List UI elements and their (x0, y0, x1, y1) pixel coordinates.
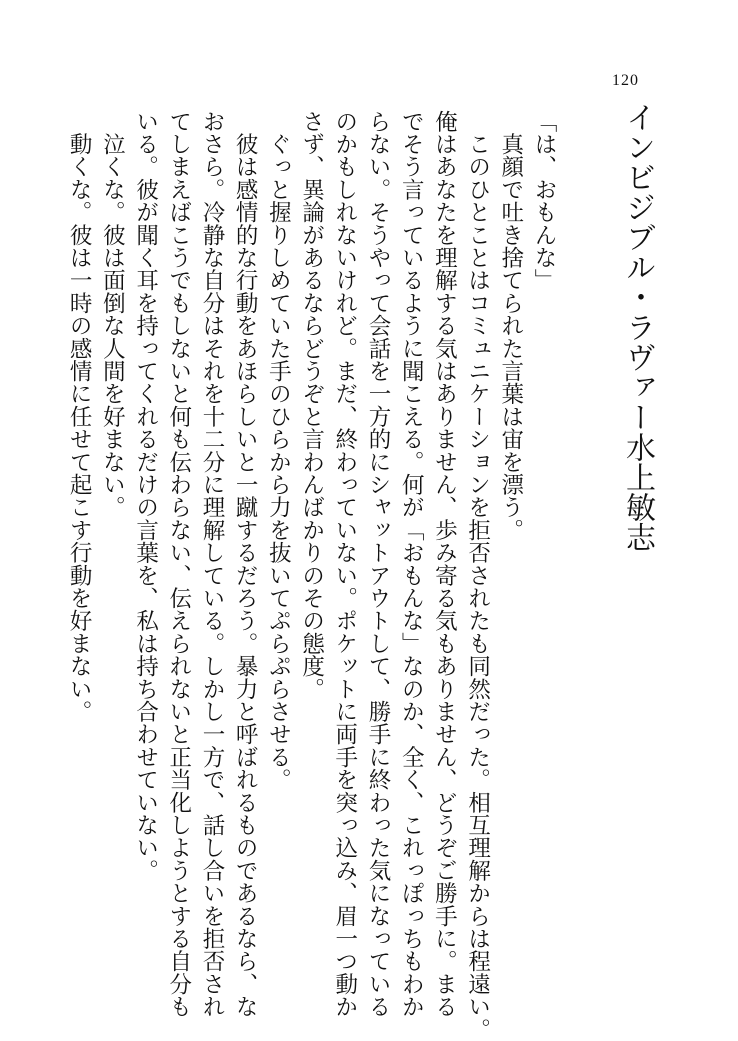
text-line: ぐっと握りしめていた手のひらから力を抜いてぷらぷらさせる。 (265, 110, 292, 791)
text-line: おさら。冷静な自分はそれを十二分に理解している。しかし一方で、話し合いを拒否され (198, 110, 225, 1018)
text-line: さず、異論があるならどうぞと言わんばかりのその態度。 (298, 110, 325, 701)
text-line: このひとことはコミュニケーションを拒否されたも同然だった。相互理解からは程遠い。 (464, 110, 491, 1041)
text-line: でそう言っているように聞こえる。何が「おもんな」なのか、全く、これっぽっちもわか (398, 110, 425, 1018)
text-line: のかもしれないけれど。まだ、終わっていない。ポケットに両手を突っ込み、眉一つ動か (331, 110, 358, 1019)
text-line: 彼は感情的な行動をあほらしいと一蹴するだろう。暴力と呼ばれるものであるなら、な (232, 110, 259, 1018)
text-line: 「は、おもんな」 (531, 110, 557, 292)
author-name: 水上敏志 (620, 432, 655, 552)
text-line: てしまえばこうでもしないと何も伝わらない、伝えられないと正当化しようとする自分も (165, 110, 192, 1018)
text-line: いる。彼が聞く耳を持ってくれるだけの言葉を、私は持ち合わせていない。 (132, 110, 159, 882)
text-line: 俺はあなたを理解する気はありません、歩み寄る気もありません、どうぞご勝手に。まる (431, 110, 458, 1018)
text-line: らない。そうやって会話を一方的にシャットアウトして、勝手に終わった気になっている (364, 110, 391, 1018)
running-header (616, 102, 688, 552)
page-number: 120 (612, 72, 639, 89)
book-title: インビジブル・ラヴァー (620, 102, 655, 432)
text-line: 真顔で吐き捨てられた言葉は宙を漂う。 (497, 110, 524, 542)
text-line: 泣くな。彼は面倒な人間を好まない。 (99, 110, 126, 519)
text-line: 動くな。彼は一時の感情に任せて起こす行動を好まない。 (66, 110, 93, 723)
body-text (62, 110, 560, 1041)
